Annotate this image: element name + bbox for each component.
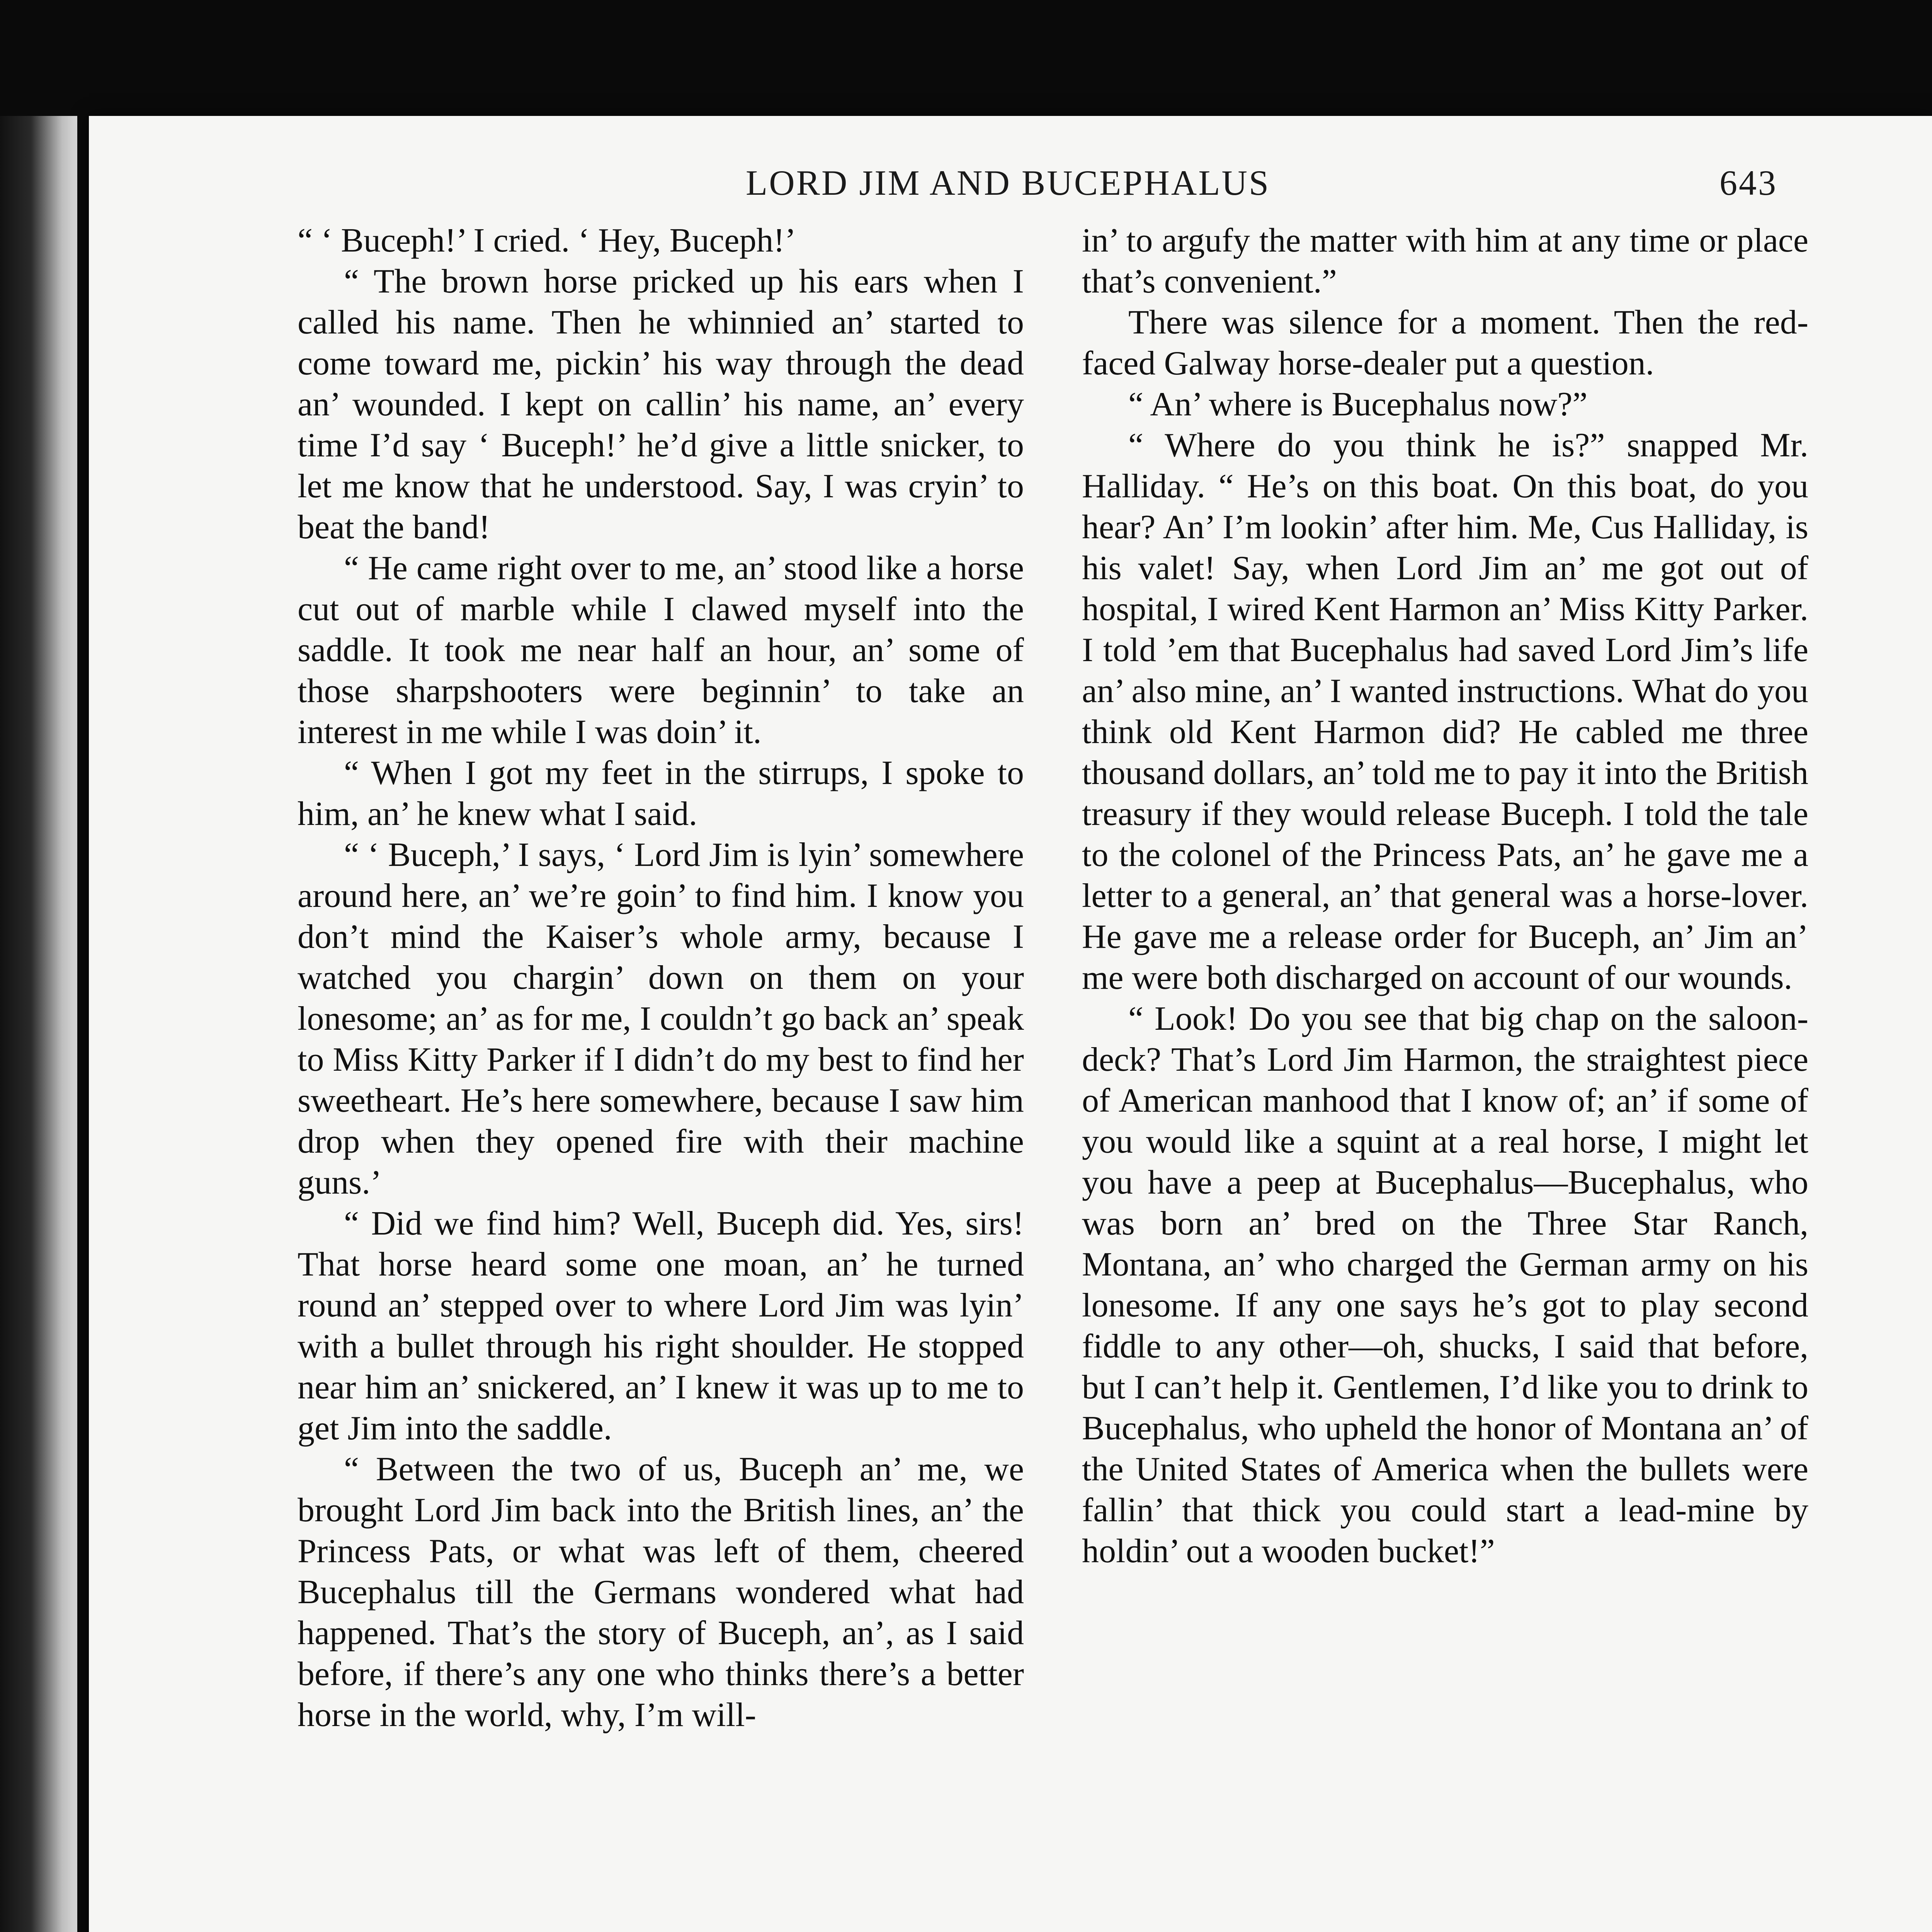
page-number: 643 [1719,163,1777,202]
paragraph: in’ to argufy the matter with him at any time or place that’s convenient.” [1082,222,1808,300]
paragraph: “ He came right over to me, an’ stood like a horse cut out of marble while I clawed myself into the saddle. It took me near half an hour, an’ some of those sharpshooters were beginnin’ to take an interest in me while I was doin’ it. [298,549,1024,751]
paragraph: There was silence for a moment. Then the red-faced Galway horse-dealer put a question. [1082,304,1808,382]
paragraph: “ ‘ Buceph,’ I says, ‘ Lord Jim is lyin’ somewhere around here, an’ we’re goin’ to find him. I know you don’t mind the Kaiser’s whole army, because I watched you chargin’ down on them on your lonesome; an’ as for me, I couldn’t go back an’ speak to Miss Kitty Parker if I didn’t do my best to find her sweetheart. He’s here somewhere, because I saw him drop when they opened fire with their machine guns.’ [298,836,1024,1201]
paragraph: “ Did we find him? Well, Buceph did. Yes, sirs! That horse heard some one moan, an’ he turned round an’ stepped over to where Lord Jim was lyin’ with a bullet through his right shoulder. He stopped near him an’ snickered, an’ I knew it was up to me to get Jim into the saddle. [298,1205,1024,1447]
paragraph: “ An’ where is Bucephalus now?” [1128,386,1588,423]
right-column [1082,220,1808,1572]
running-title: LORD JIM AND BUCEPHALUS [746,163,1270,202]
paragraph: “ Where do you think he is?” snapped Mr. Halliday. “ He’s on this boat. On this boat, do you hear? An’ I’m lookin’ after him. Me, Cus Halliday, is his valet! Say, when Lord Jim an’ me got out of hospital, I wired Kent Harmon an’ Miss Kitty Parker. I told ’em that Bucephalus had saved Lord Jim’s life an’ also mine, an’ I wanted instructions. What do you think old Kent Harmon did? He cabled me three thousand dollars, an’ told me to pay it into the British treasury if they would release Buceph. I told the tale to the colonel of the Princess Pats, an’ he gave me a letter to a general, an’ that general was a horse-lover. He gave me a release order for Buceph, an’ Jim an’ me were both discharged on account of our wounds. [1082,427,1808,997]
paragraph: “ Between the two of us, Buceph an’ me, we brought Lord Jim back into the British lines, an’ the Princess Pats, or what was left of them, cheered Bucephalus till the Germans wondered what had happened. That’s the story of Buceph, an’, as I said before, if there’s any one who thinks there’s a better horse in the world, why, I’m will- [298,1451,1024,1734]
paragraph: “ ‘ Buceph!’ I cried. ‘ Hey, Buceph!’ [298,222,796,259]
left-column [298,220,1024,1736]
scan-page-edge [0,116,77,1932]
paragraph: “ When I got my feet in the stirrups, I spoke to him, an’ he knew what I said. [298,754,1024,833]
paragraph: “ The brown horse pricked up his ears when I called his name. Then he whinnied an’ started to come toward me, pickin’ his way through the dead an’ wounded. I kept on callin’ his name, an’ every time I’d say ‘ Buceph!’ he’d give a little snicker, to let me know that he understood. Say, I was cryin’ to beat the band! [298,263,1024,546]
paragraph: “ Look! Do you see that big chap on the saloon-deck? That’s Lord Jim Harmon, the straightest piece of American manhood that I know of; an’ if some of you would like a squint at a real horse, I might let you have a peep at Bucephalus—Bucephalus, who was born an’ bred on the Three Star Ranch, Montana, an’ who charged the German army on his lonesome. If any one says he’s got to play second fiddle to any other—oh, shucks, I said that before, but I can’t help it. Gentlemen, I’d like you to drink to Bucephalus, who upheld the honor of Montana an’ of the United States of America when the bullets were fallin’ that thick you could start a lead-mine by holdin’ out a wooden bucket!” [1082,1000,1808,1570]
running-header [657,155,1777,216]
